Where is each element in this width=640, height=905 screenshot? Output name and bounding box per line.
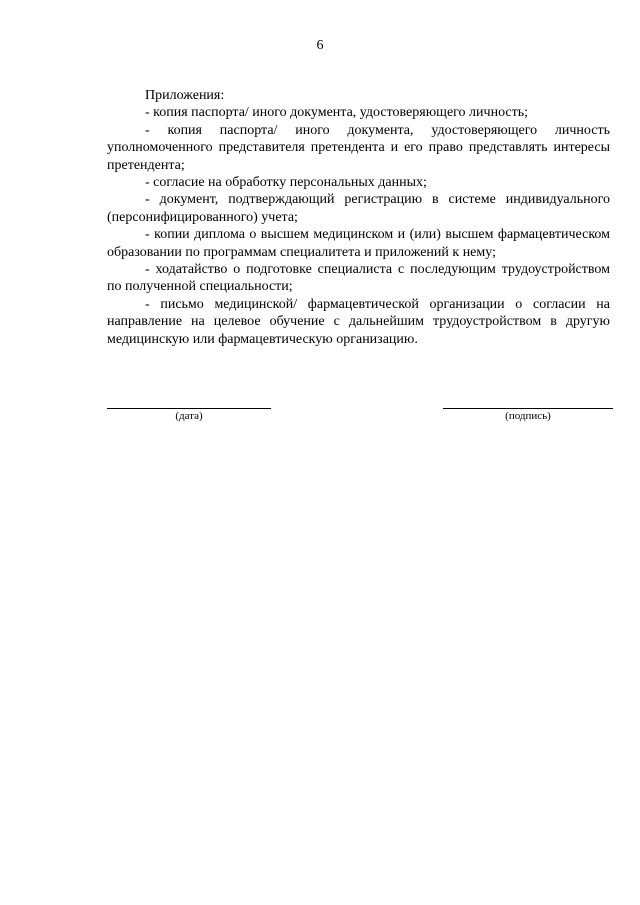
attachment-item: - копия паспорта/ иного документа, удостоверяющего личность; (145, 105, 529, 121)
attachment-item: - копии диплома о высшем медицинском и (или) высшем фармацевтическом образовании по программам специалитета и приложений к нему; (107, 227, 610, 260)
date-caption: (дата) (175, 410, 203, 422)
attachment-item: - письмо медицинской/ фармацевтической организации о согласии на направление на целевое обучение с дальнейшим трудоустройством в другую медицинскую или фармацевтическую организацию. (107, 296, 610, 347)
attachment-item: - копия паспорта/ иного документа, удостоверяющего личность уполномоченного представителя претендента и его право представлять интересы претендента; (107, 122, 610, 173)
signature-line (443, 408, 613, 409)
page-number: 6 (316, 38, 324, 53)
attachments-section (107, 87, 610, 348)
date-line (107, 408, 271, 409)
attachments-heading: Приложения: (145, 88, 225, 103)
attachment-item: - согласие на обработку персональных данных; (145, 175, 427, 191)
attachment-item: - документ, подтверждающий регистрацию в системе индивидуального (персонифицированного) учета; (107, 192, 610, 225)
signature-caption: (подпись) (505, 410, 551, 422)
attachment-item: - ходатайство о подготовке специалиста с последующим трудоустройством по полученной специальности; (107, 262, 610, 295)
